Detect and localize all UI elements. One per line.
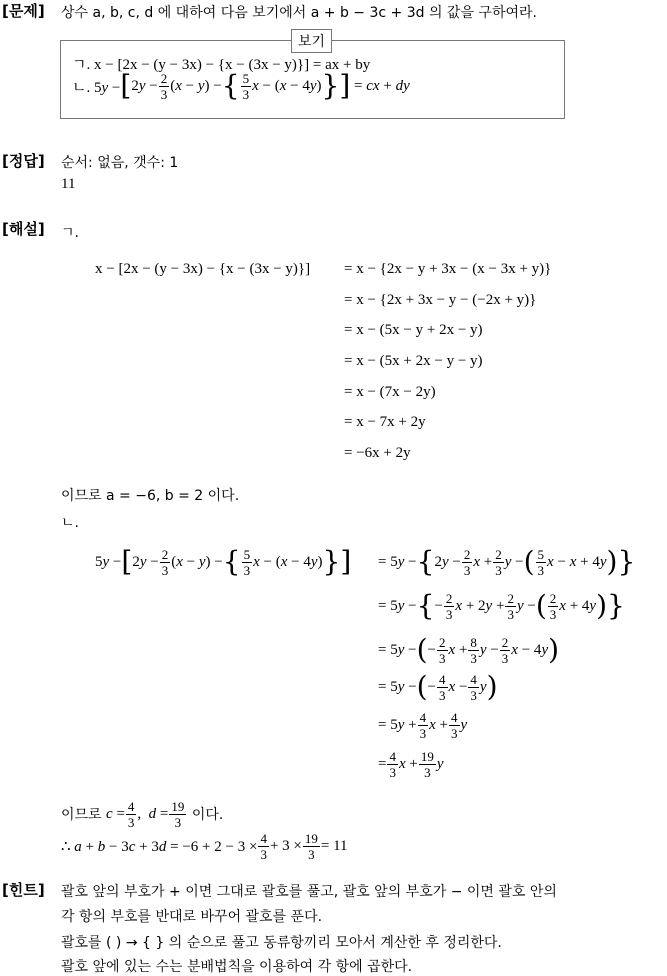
part1-step-5: = x − (7x − 2y): [344, 384, 436, 400]
part1-step-6: = x − 7x + 2y: [344, 414, 426, 430]
solution-tag: [해설]: [2, 220, 45, 238]
hint-line-3: 괄호를 ( ) → { } 의 순으로 풀고 동류항끼리 모아서 계산한 후 정리한다.: [61, 935, 502, 951]
hint-line-4: 괄호 앞에 있는 수는 분배법칙을 이용하여 각 항에 곱한다.: [61, 959, 413, 975]
solution-part1-label: ㄱ.: [61, 225, 79, 241]
hint-line-2: 각 항의 부호를 반대로 바꾸어 괄호를 푼다.: [61, 909, 323, 925]
example-item-2: ㄴ. 5y − [ 2y − $\frac{2}{3}$ (x − y) − { $\frac{5}{3}$ x − (x − 4y) } ] = cx + dy: [72, 69, 410, 102]
part1-step-7: = −6x + 2y: [344, 445, 411, 461]
hint-tag: [힌트]: [2, 881, 45, 899]
problem-tag: [문제]: [2, 2, 45, 20]
part1-lhs: x − [2x − (y − 3x) − {x − (3x − y)}]: [95, 261, 311, 277]
part2-conclusion: 이므로 c = $\frac{4}{3}$ , d = $\frac{19}{3}$ 이다.: [61, 798, 224, 830]
part1-step-1: = x − {2x − y + 3x − (x − 3x + y)}: [344, 261, 552, 277]
problem-text-content: 상수 a, b, c, d 에 대하여 다음 보기에서 a + b − 3c + 3d 의 값을 구하여라.: [61, 5, 537, 21]
part2-step-3: = 5y − ( − $\frac{2}{3}$ x + $\frac{8}{3}$ y − $\frac{2}{3}$ x − 4y ): [378, 633, 560, 666]
answer-tag: [정답]: [2, 152, 45, 170]
example-item-1: ㄱ. x − [2x − (y − 3x) − {x − (3x − y)}] = ax + by: [72, 57, 371, 73]
part2-step-2: = 5y − { − $\frac{2}{3}$ x + 2y + $\frac{2}{3}$ y − ( $\frac{2}{3}$ x + 4y ) }: [378, 589, 625, 622]
answer-meta: 순서: 없음, 갯수: 1: [61, 155, 179, 171]
part2-step-5: = 5y + $\frac{4}{3}$ x + $\frac{4}{3}$ y: [378, 709, 468, 741]
part2-step-1: = 5y − { 2y − $\frac{2}{3}$ x + $\frac{2}{3}$ y − ( $\frac{5}{3}$ x − x + 4y ) }: [378, 545, 636, 578]
part2-lhs: 5y − [ 2y − $\frac{2}{3}$ (x − y) − { $\frac{5}{3}$ x − (x − 4y) } ]: [95, 545, 352, 578]
part2-step-6: = $\frac{4}{3}$ x + $\frac{19}{3}$ y: [378, 748, 444, 780]
example-box-label: 보기: [291, 29, 332, 53]
answer-value: 11: [61, 176, 76, 192]
final-calc: ∴ a + b − 3c + 3d = −6 + 2 − 3 × $\frac{4}{3}$ + 3 × $\frac{19}{3}$ = 11: [61, 830, 348, 862]
problem-text: [61, 2, 537, 22]
part1-step-3: = x − (5x − y + 2x − y): [344, 322, 483, 338]
part2-step-4: = 5y − ( − $\frac{4}{3}$ x − $\frac{4}{3}$ y ): [378, 670, 498, 703]
part1-step-2: = x − {2x + 3x − y − (−2x + y)}: [344, 292, 537, 308]
hint-line-1: 괄호 앞의 부호가 + 이면 그대로 괄호를 풀고, 괄호 앞의 부호가 − 이면 괄호 안의: [61, 884, 557, 900]
part1-step-4: = x − (5x + 2x − y − y): [344, 353, 483, 369]
solution-part2-label: ㄴ.: [61, 515, 79, 531]
part1-conclusion: 이므로 a = −6, b = 2 이다.: [61, 488, 240, 504]
